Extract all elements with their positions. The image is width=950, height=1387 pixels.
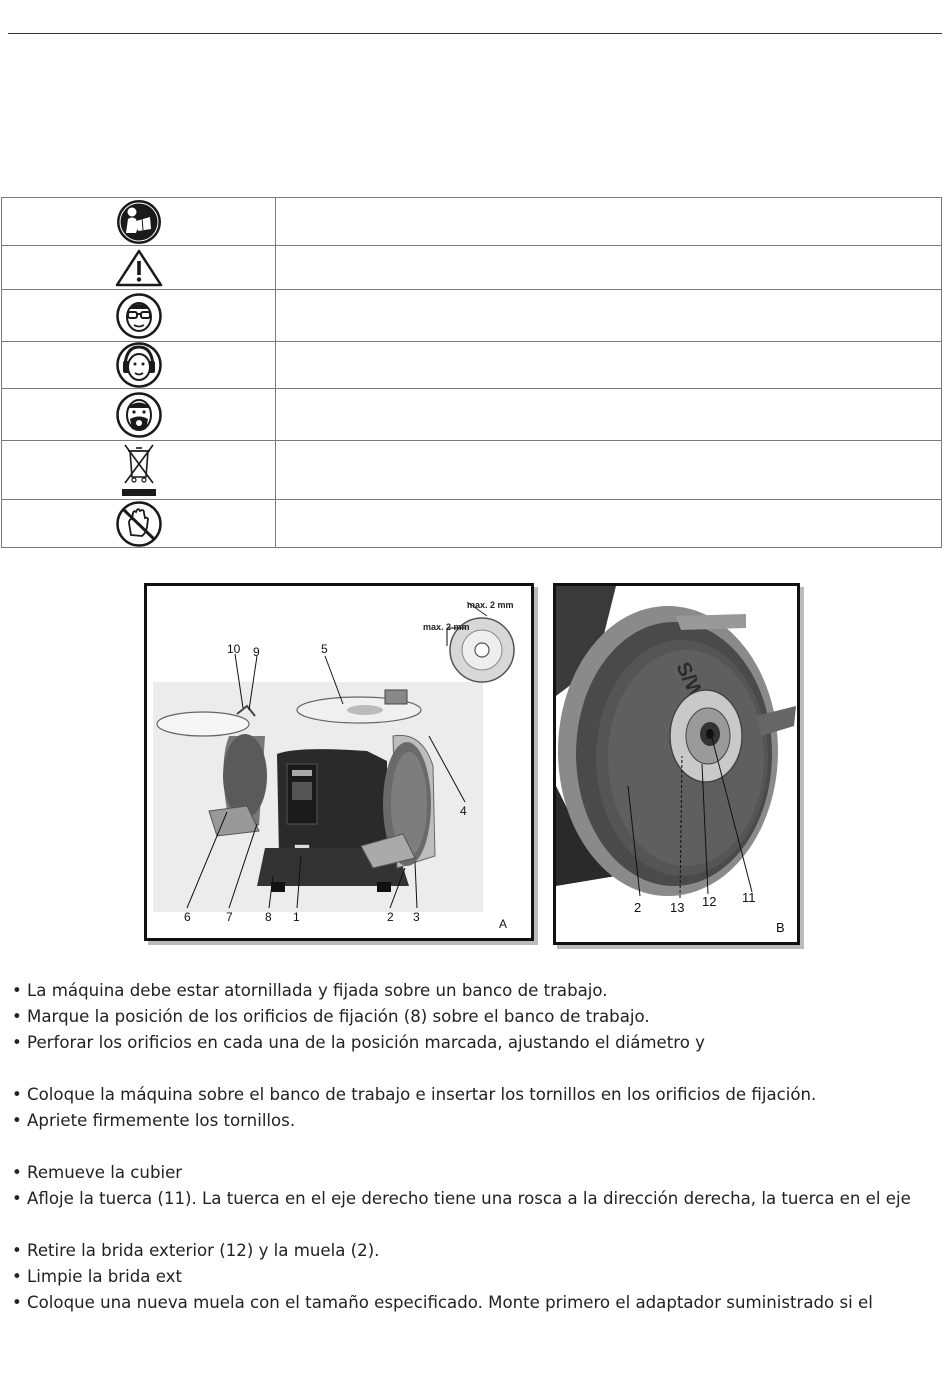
inset-label-2: max. 2 mm	[423, 622, 470, 632]
blank-line	[12, 1056, 942, 1082]
weee-crossed-bin-icon	[119, 441, 159, 499]
warning-triangle-icon	[115, 249, 163, 287]
symbol-icon-cell	[2, 342, 276, 389]
symbol-description	[276, 246, 942, 290]
symbol-description	[276, 389, 942, 441]
symbol-row	[2, 290, 942, 342]
callout-11: 11	[742, 890, 756, 905]
installation-instructions	[12, 978, 942, 1316]
callout-13: 13	[670, 900, 685, 915]
dust-mask-icon	[116, 392, 162, 438]
instruction-line: • La máquina debe estar atornillada y fijada sobre un banco de trabajo.	[12, 981, 608, 1000]
symbol-description	[276, 500, 942, 548]
callout-9: 9	[253, 645, 260, 659]
symbol-row	[2, 441, 942, 500]
symbol-row	[2, 246, 942, 290]
symbol-icon-cell	[2, 246, 276, 290]
figure-b-wheel-closeup	[553, 583, 800, 945]
callout-12: 12	[702, 894, 717, 909]
instruction-line: • Coloque una nueva muela con el tamaño especificado. Monte primero el adaptador suministrado si el	[12, 1293, 873, 1312]
blank-line	[12, 1212, 942, 1238]
symbol-icon-cell	[2, 500, 276, 548]
eye-protection-icon	[116, 293, 162, 339]
symbol-row	[2, 198, 942, 246]
instruction-line: • Afloje la tuerca (11). La tuerca en el eje derecho tiene una rosca a la dirección derecha, la tuerca en el eje	[12, 1189, 911, 1208]
callout-4: 4	[460, 804, 467, 818]
figure-a-bench-grinder	[144, 583, 534, 941]
callout-10: 10	[227, 642, 241, 656]
top-rule	[8, 33, 942, 34]
instruction-line: • Marque la posición de los orificios de fijación (8) sobre el banco de trabajo.	[12, 1007, 650, 1026]
symbol-row	[2, 500, 942, 548]
symbol-icon-cell	[2, 198, 276, 246]
instruction-line: • Retire la brida exterior (12) y la muela (2).	[12, 1241, 380, 1260]
symbol-icon-cell	[2, 389, 276, 441]
callout-5: 5	[321, 642, 328, 656]
figure-a-letter: A	[499, 917, 508, 931]
safety-symbols-table	[1, 197, 942, 548]
callout-2: 2	[387, 910, 394, 924]
symbol-icon-cell	[2, 290, 276, 342]
callout-1: 1	[293, 910, 300, 924]
instruction-line: • Remueve la cubier	[12, 1163, 183, 1182]
instruction-line: • Limpie la brida ext	[12, 1267, 182, 1286]
symbol-description	[276, 198, 942, 246]
callout-8: 8	[265, 910, 272, 924]
ear-protection-icon	[116, 342, 162, 388]
callout-6: 6	[184, 910, 191, 924]
instruction-line: • Apriete firmemente los tornillos.	[12, 1111, 296, 1130]
wheel-closeup-illustration	[556, 586, 797, 942]
callout-2: 2	[634, 900, 642, 915]
symbol-description	[276, 290, 942, 342]
no-gloves-icon	[116, 501, 162, 547]
symbol-description	[276, 342, 942, 389]
symbol-icon-cell	[2, 441, 276, 500]
symbol-row	[2, 389, 942, 441]
instruction-line: • Perforar los orificios en cada una de la posición marcada, ajustando el diámetro y	[12, 1033, 705, 1052]
read-manual-icon	[116, 199, 162, 245]
bench-grinder-illustration	[147, 586, 531, 938]
callout-3: 3	[413, 910, 420, 924]
figure-b-letter: B	[776, 920, 785, 935]
callout-7: 7	[226, 910, 233, 924]
symbol-row	[2, 342, 942, 389]
symbol-description	[276, 441, 942, 500]
instruction-line: • Coloque la máquina sobre el banco de trabajo e insertar los tornillos en los orificios de fijación.	[12, 1085, 817, 1104]
inset-label-1: max. 2 mm	[467, 600, 514, 610]
blank-line	[12, 1134, 942, 1160]
